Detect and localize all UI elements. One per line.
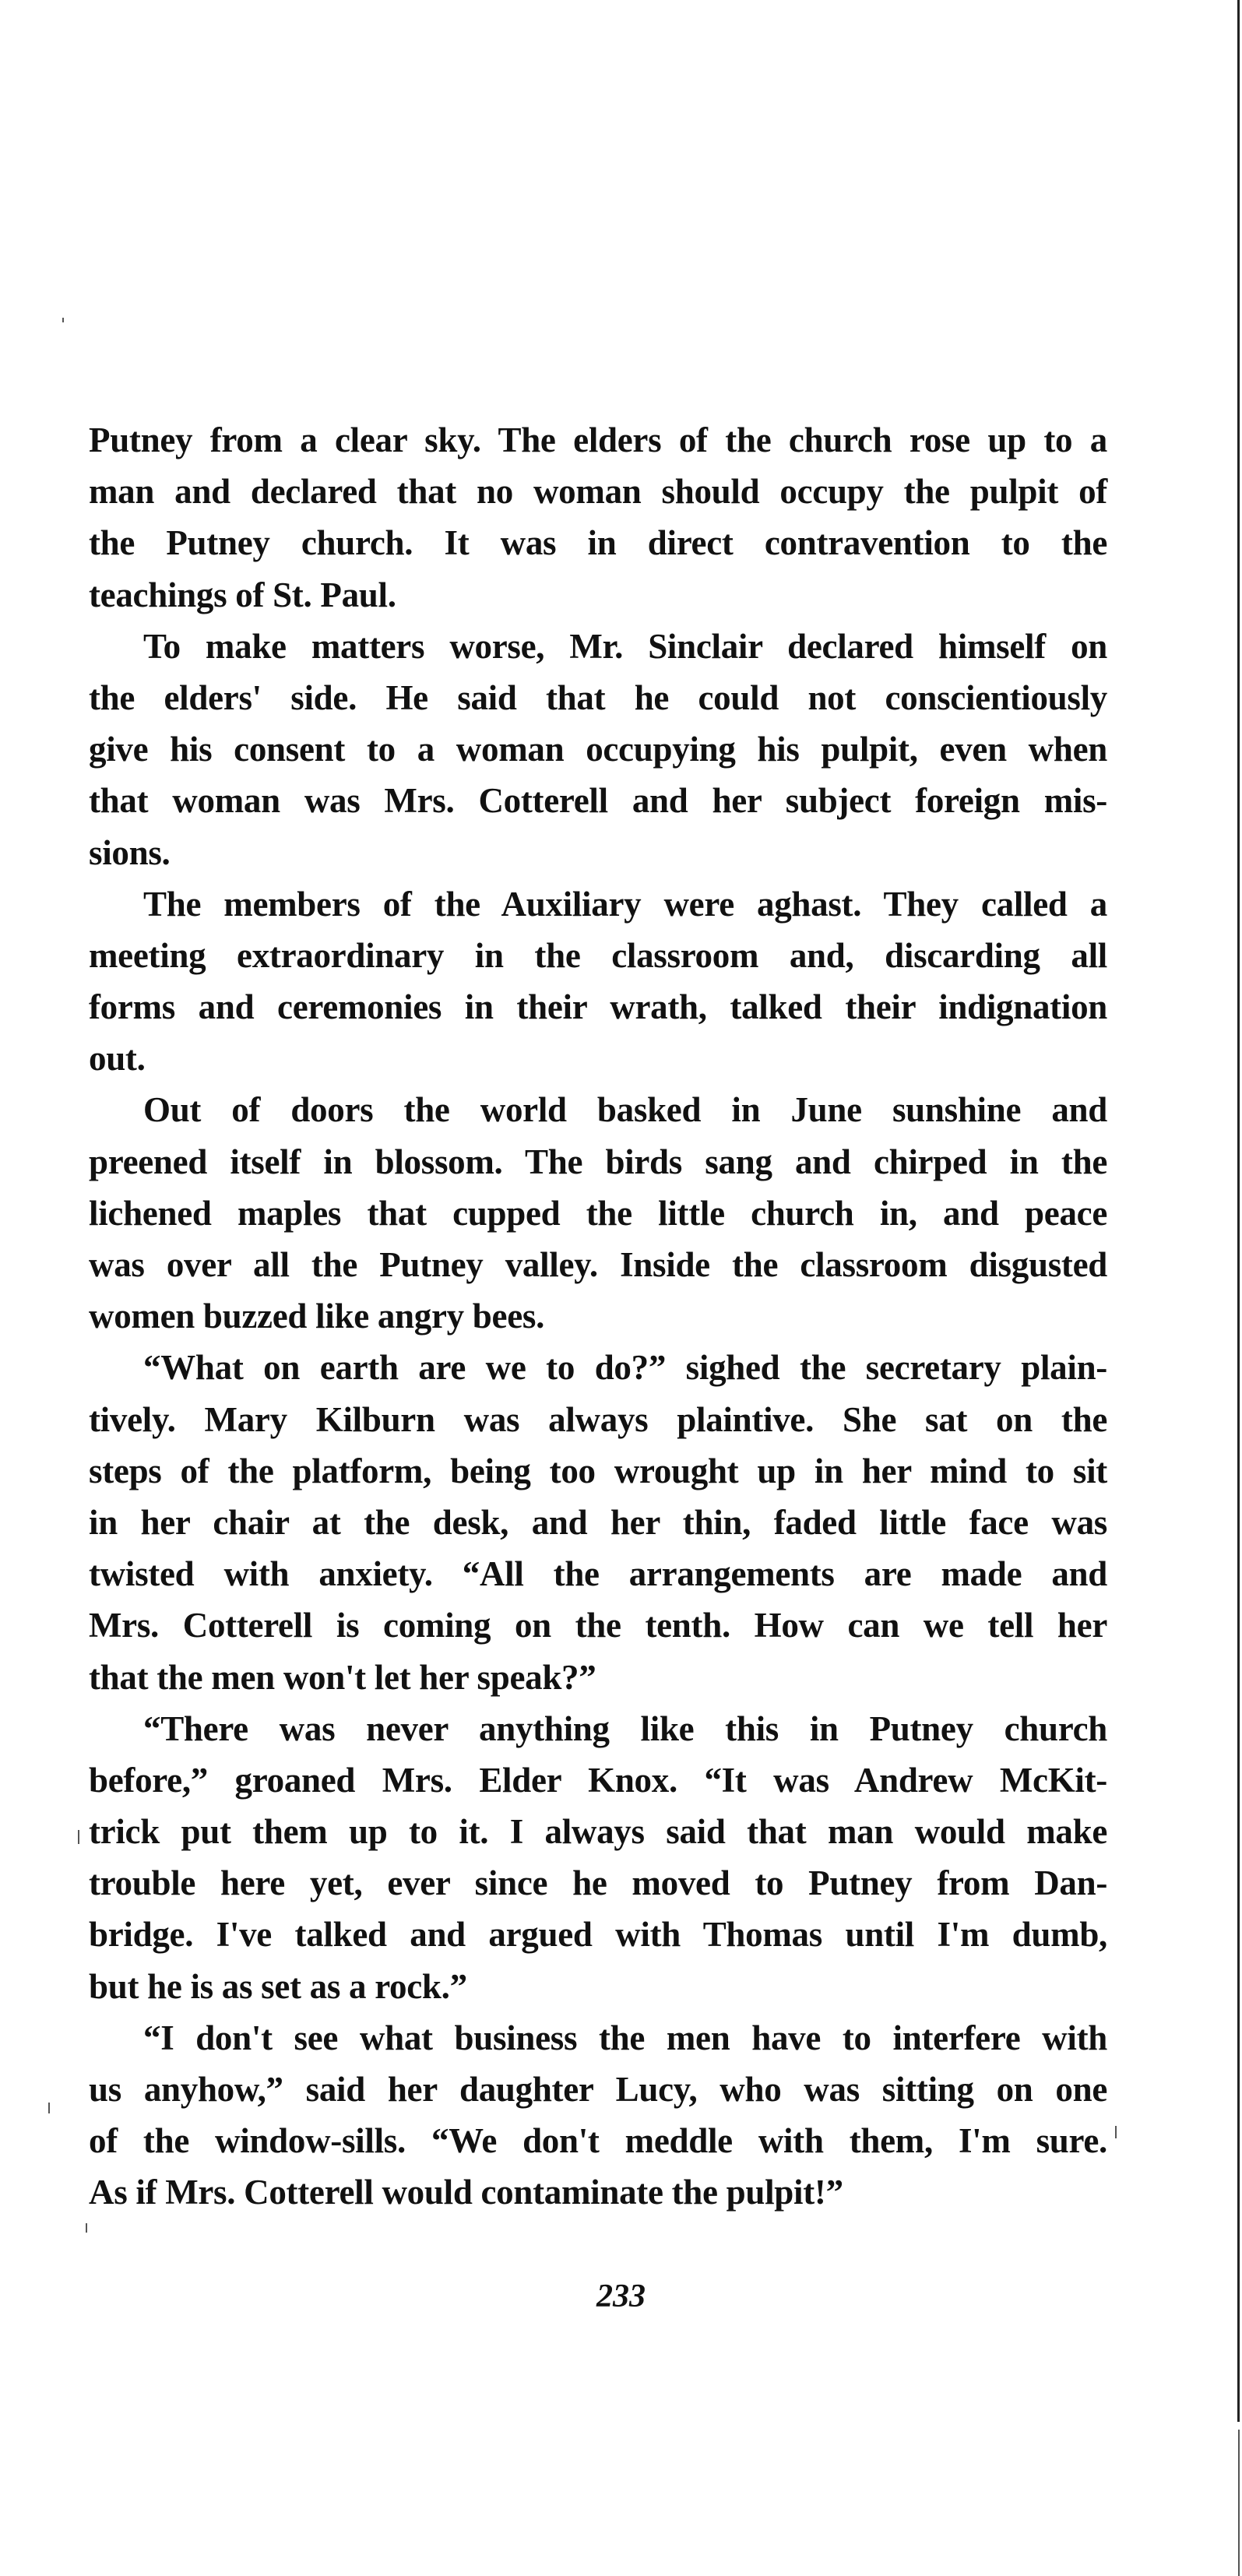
scan-speck — [78, 1830, 79, 1844]
paragraph — [89, 878, 1107, 1085]
text-line: the Putney church. It was in direct contravention to the — [89, 523, 1107, 563]
text-line: tively. Mary Kilburn was always plaintive. She sat on the — [89, 1399, 1107, 1439]
text-line: but he is as set as a rock.” — [89, 1966, 467, 2006]
text-line: was over all the Putney valley. Inside the classroom disgusted — [89, 1245, 1107, 1284]
text-line: As if Mrs. Cotterell would contaminate the pulpit!” — [89, 2173, 843, 2212]
text-line: forms and ceremonies in their wrath, talked their indignation — [89, 987, 1107, 1027]
text-line: The members of the Auxiliary were aghast. They called a — [143, 884, 1107, 924]
text-line: To make matters worse, Mr. Sinclair declared himself on — [143, 626, 1107, 666]
page-number: 233 — [596, 2279, 646, 2314]
text-line: Putney from a clear sky. The elders of the church rose up to a — [89, 421, 1107, 459]
text-line: man and declared that no woman should occupy the pulpit of — [89, 472, 1107, 512]
text-line: Out of doors the world basked in June sunshine and — [143, 1090, 1107, 1130]
text-line: us anyhow,” said her daughter Lucy, who was sitting on one — [89, 2070, 1107, 2109]
text-line: in her chair at the desk, and her thin, faded little face was — [89, 1502, 1107, 1542]
text-line: “There was never anything like this in Putney church — [143, 1709, 1107, 1748]
text-line: the elders' side. He said that he could not conscientiously — [89, 677, 1107, 717]
paragraph — [89, 414, 1107, 621]
scan-speck — [86, 2223, 87, 2233]
text-line: lichened maples that cupped the little church in, and peace — [89, 1193, 1107, 1233]
text-line: out. — [89, 1039, 146, 1079]
text-line: women buzzed like angry bees. — [89, 1297, 545, 1336]
text-line: meeting extraordinary in the classroom and, discarding all — [89, 935, 1107, 975]
text-line: trick put them up to it. I always said that man would make — [89, 1812, 1107, 1852]
paragraph — [89, 1084, 1107, 1342]
text-line: twisted with anxiety. “All the arrangements are made and — [89, 1554, 1107, 1594]
page-edge-line-lower — [1238, 2430, 1240, 2576]
text-line: that woman was Mrs. Cotterell and her subject foreign mis- — [89, 781, 1107, 821]
paragraph — [89, 1342, 1107, 1702]
scan-speck — [48, 2103, 50, 2113]
text-line: bridge. I've talked and argued with Thomas until I'm dumb, — [89, 1915, 1107, 1955]
paragraph — [89, 621, 1107, 878]
text-line: of the window-sills. “We don't meddle with them, I'm sure. — [89, 2121, 1107, 2161]
text-line: preened itself in blossom. The birds sang and chirped in the — [89, 1142, 1107, 1181]
text-line: “What on earth are we to do?” sighed the secretary plain- — [143, 1348, 1107, 1388]
body-text — [89, 414, 1107, 2219]
text-line: teachings of St. Paul. — [89, 575, 396, 614]
text-line: trouble here yet, ever since he moved to Putney from Dan- — [89, 1863, 1107, 1903]
text-line: sions. — [89, 832, 171, 872]
text-line: Mrs. Cotterell is coming on the tenth. How can we tell her — [89, 1606, 1107, 1645]
page-edge-line — [1237, 0, 1240, 2422]
text-line: before,” groaned Mrs. Elder Knox. “It was Andrew McKit- — [89, 1760, 1107, 1800]
text-line: steps of the platform, being too wrought up in her mind to sit — [89, 1451, 1107, 1490]
text-line: “I don't see what business the men have to interfere with — [143, 2018, 1107, 2057]
scan-speck — [1115, 2126, 1117, 2138]
text-line: give his consent to a woman occupying his pulpit, even when — [89, 730, 1107, 769]
paragraph — [89, 2012, 1107, 2219]
paragraph — [89, 1703, 1107, 2012]
text-line: that the men won't let her speak?” — [89, 1657, 596, 1697]
scan-speck — [62, 318, 64, 322]
